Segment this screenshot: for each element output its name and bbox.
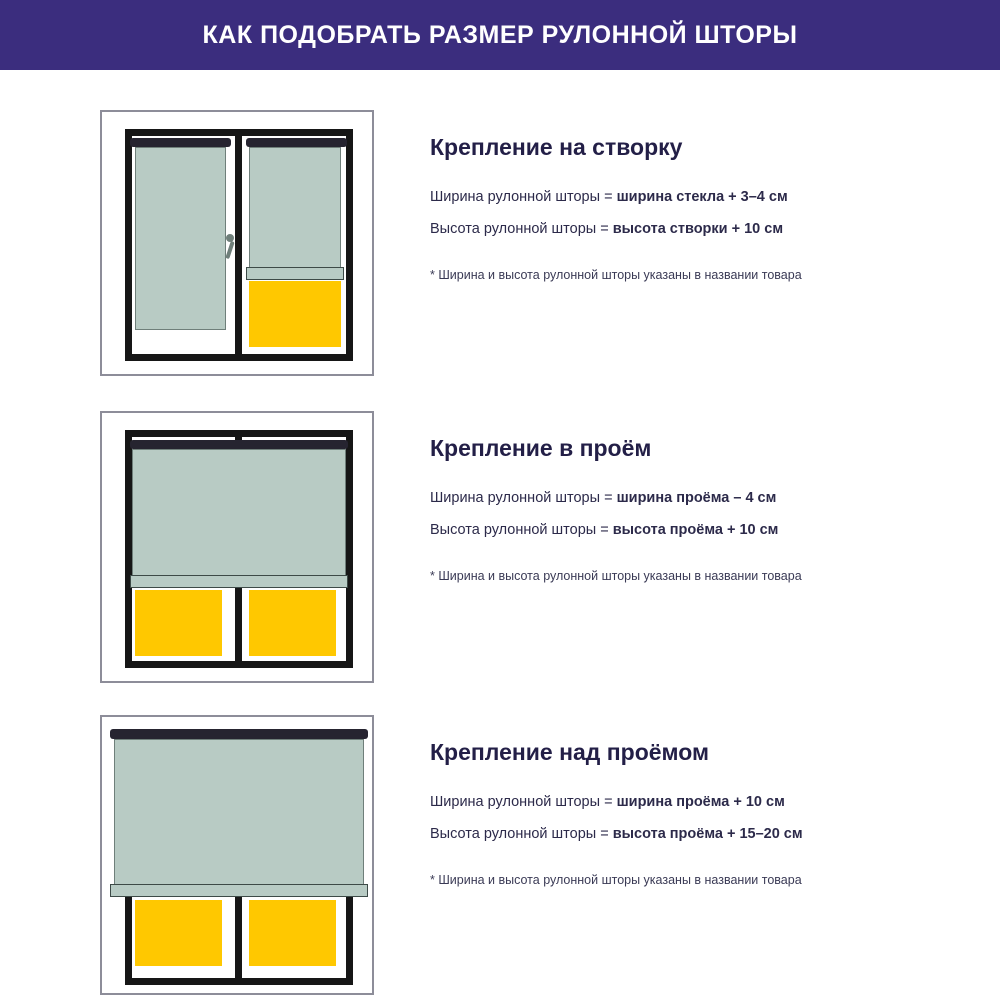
formula-width-above	[430, 792, 1000, 812]
figure-above-mount	[100, 715, 374, 995]
roller-blind-bottom-bar	[130, 575, 348, 588]
window-illustration-box	[100, 411, 374, 683]
formula-height-recess	[430, 520, 1000, 540]
section-above-mount	[0, 715, 1000, 995]
formula-height-value: высота створки + 10 см	[612, 221, 784, 238]
formula-width-sash	[430, 187, 1000, 207]
formula-width-recess	[430, 488, 1000, 508]
formula-height-value: высота проёма + 15–20 см	[612, 826, 803, 843]
text-column-sash-mount	[430, 110, 1000, 294]
text-column-recess-mount	[430, 411, 1000, 595]
formula-height-value: высота проёма + 10 см	[612, 522, 779, 539]
roller-tube-right	[246, 138, 347, 147]
formula-height-prefix: Высота рулонной шторы =	[430, 221, 613, 238]
roller-tube	[130, 440, 348, 449]
page-header	[0, 0, 1000, 70]
text-column-above-mount	[430, 715, 1000, 899]
window-illustration-box	[100, 110, 374, 376]
formula-width-prefix: Ширина рулонной шторы =	[430, 189, 617, 205]
roller-blind-bottom-bar	[110, 884, 368, 897]
sections-container	[0, 110, 1000, 995]
formula-width-prefix: Ширина рулонной шторы =	[430, 490, 617, 506]
formula-width-value: ширина стекла + 3–4 см	[616, 189, 788, 205]
formula-height-prefix: Высота рулонной шторы =	[430, 522, 613, 539]
formula-width-value: ширина проёма – 4 см	[616, 490, 777, 506]
formula-height-sash	[430, 219, 1000, 239]
section-recess-mount	[0, 411, 1000, 683]
figure-sash-mount	[100, 110, 374, 376]
section-title-sash-mount: Крепление на створку	[430, 134, 683, 160]
roller-tube-left	[130, 138, 231, 147]
section-title-recess-mount: Крепление в проём	[430, 435, 652, 461]
roller-blind-bottom-bar-right	[246, 267, 344, 280]
exposed-glass-highlight-right	[249, 590, 336, 656]
roller-blind-left	[135, 147, 226, 330]
page-title: КАК ПОДОБРАТЬ РАЗМЕР РУЛОННОЙ ШТОРЫ	[202, 20, 798, 49]
section-title-above-mount: Крепление над проёмом	[430, 739, 710, 765]
exposed-glass-highlight-right	[249, 281, 341, 347]
note-above: * Ширина и высота рулонной шторы указаны в названии товара	[430, 872, 802, 887]
roller-blind-right	[249, 147, 341, 273]
formula-width-value: ширина проёма + 10 см	[616, 794, 785, 810]
exposed-glass-highlight-left	[135, 590, 222, 656]
roller-blind	[132, 449, 346, 580]
window-illustration-box	[100, 715, 374, 995]
note-sash: * Ширина и высота рулонной шторы указаны в названии товара	[430, 267, 802, 282]
formula-height-above	[430, 824, 1000, 844]
roller-tube	[110, 729, 368, 739]
formula-width-prefix: Ширина рулонной шторы =	[430, 794, 617, 810]
note-recess: * Ширина и высота рулонной шторы указаны в названии товара	[430, 568, 802, 583]
window-mullion	[235, 129, 242, 361]
section-sash-mount	[0, 110, 1000, 376]
roller-blind	[114, 739, 364, 889]
exposed-glass-highlight-left	[135, 900, 222, 966]
figure-recess-mount	[100, 411, 374, 683]
exposed-glass-highlight-right	[249, 900, 336, 966]
formula-height-prefix: Высота рулонной шторы =	[430, 826, 613, 843]
